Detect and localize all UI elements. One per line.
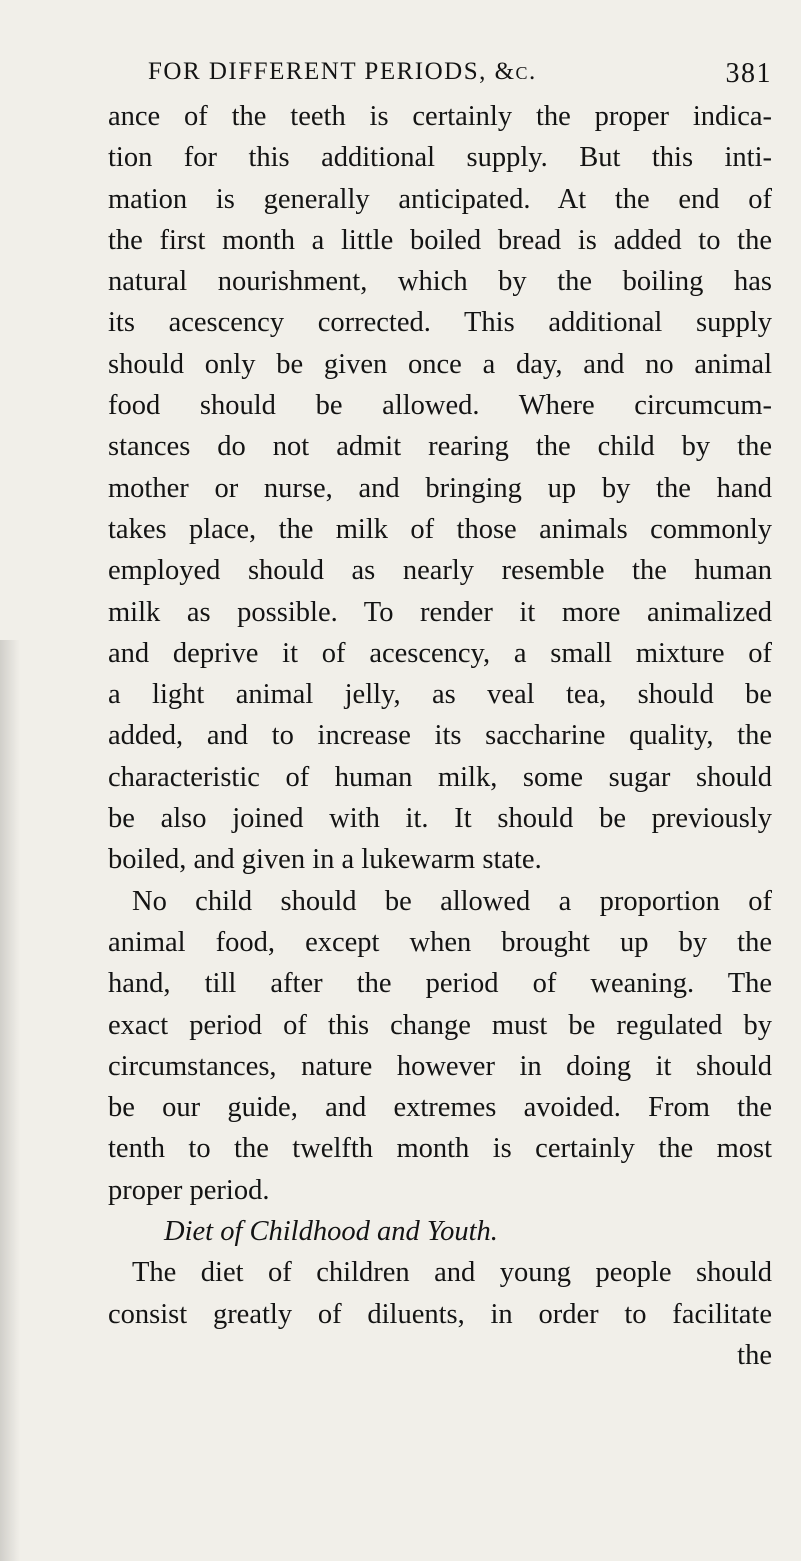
text-line: ance of the teeth is certainly the proper indica- bbox=[108, 101, 772, 132]
text-line: milk as possible. To render it more animalized bbox=[108, 596, 772, 628]
text-line: be also joined with it. It should be previously bbox=[108, 803, 772, 835]
text-line: circumstances, nature however in doing it should bbox=[108, 1050, 772, 1082]
text-line: animal food, except when brought up by the bbox=[108, 926, 772, 958]
paragraph-3 bbox=[108, 1252, 772, 1335]
paragraph-1 bbox=[108, 96, 772, 881]
text-line: food should be allowed. Where circumcum- bbox=[108, 390, 772, 422]
text-line: exact period of this change must be regulated by bbox=[108, 1009, 772, 1041]
running-head bbox=[148, 58, 772, 98]
text-line: its acescency corrected. This additional supply bbox=[108, 307, 772, 339]
text-line: No child should be allowed a proportion of bbox=[132, 885, 772, 917]
text-line: be our guide, and extremes avoided. From the bbox=[108, 1092, 772, 1124]
text-line: takes place, the milk of those animals commonly bbox=[108, 513, 772, 545]
text-line: mation is generally anticipated. At the end of bbox=[108, 183, 772, 215]
text-line: should only be given once a day, and no animal bbox=[108, 348, 772, 380]
text-line: The diet of children and young people should bbox=[132, 1257, 772, 1289]
page-gutter-shadow bbox=[0, 640, 20, 1561]
text-line: a light animal jelly, as veal tea, should be bbox=[108, 679, 772, 711]
body-text bbox=[108, 96, 772, 1376]
text-line: consist greatly of diluents, in order to facilitate bbox=[108, 1298, 772, 1330]
text-line: tenth to the twelfth month is certainly the most bbox=[108, 1133, 772, 1165]
text-line: natural nourishment, which by the boiling has bbox=[108, 266, 772, 298]
text-line: hand, till after the period of weaning. The bbox=[108, 968, 772, 1000]
catchword: the bbox=[737, 1339, 772, 1371]
section-heading: Diet of Childhood and Youth. bbox=[164, 1216, 498, 1248]
text-line: mother or nurse, and bringing up by the hand bbox=[108, 472, 772, 504]
text-line: employed should as nearly resemble the human bbox=[108, 555, 772, 587]
text-line: the first month a little boiled bread is added to the bbox=[108, 224, 772, 256]
text-line: proper period. bbox=[108, 1174, 270, 1206]
text-line: boiled, and given in a lukewarm state. bbox=[108, 844, 542, 876]
text-line: and deprive it of acescency, a small mixture of bbox=[108, 637, 772, 669]
running-title: FOR DIFFERENT PERIODS, &c. bbox=[148, 58, 537, 85]
text-line: stances do not admit rearing the child by the bbox=[108, 431, 772, 463]
page-number: 381 bbox=[725, 58, 772, 89]
text-line: added, and to increase its saccharine quality, the bbox=[108, 720, 772, 752]
paragraph-2 bbox=[108, 881, 772, 1211]
text-line: tion for this additional supply. But this inti- bbox=[108, 142, 772, 174]
text-line: characteristic of human milk, some sugar should bbox=[108, 761, 772, 793]
